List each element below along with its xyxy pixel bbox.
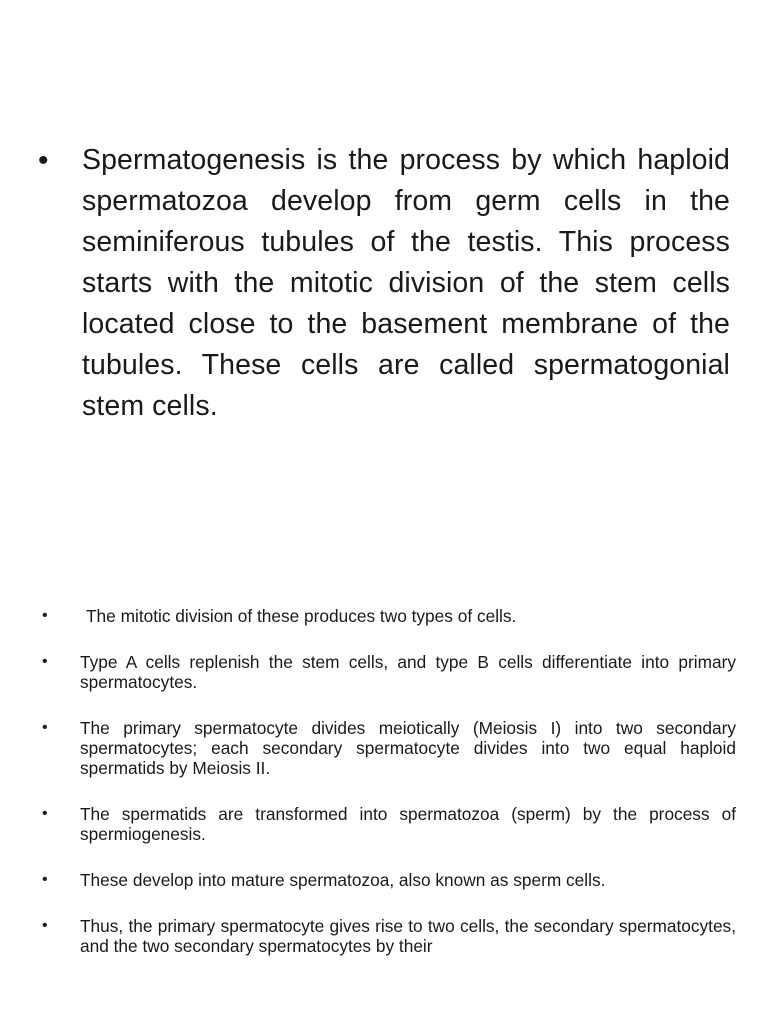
list-item-text: The spermatids are transformed into spermatozoa (sperm) by the process of spermiogenesis.	[80, 804, 736, 844]
list-item	[36, 804, 736, 844]
list-item	[36, 916, 736, 956]
list-item-text: Type A cells replenish the stem cells, and type B cells differentiate into primary spermatocytes.	[80, 652, 736, 692]
list-item	[36, 718, 736, 778]
bullet-dot: •	[42, 871, 48, 888]
list-item-text: These develop into mature spermatozoa, also known as sperm cells.	[80, 870, 606, 890]
list-item-text: The primary spermatocyte divides meiotically (Meiosis I) into two secondary spermatocytes; each secondary spermatocyte divides into two equal haploid spermatids by Meiosis II.	[80, 718, 736, 778]
intro-paragraph: Spermatogenesis is the process by which haploid spermatozoa develop from germ cells in the seminiferous tubules of the testis. This process starts with the mitotic division of the stem cells located close to the basement membrane of the tubules. These cells are called spermatogonial stem cells.	[82, 144, 730, 422]
bullet-dot: •	[42, 805, 48, 822]
bullet-dot: •	[38, 144, 49, 177]
bullet-dot: •	[42, 719, 48, 736]
list-item	[36, 652, 736, 692]
bullet-dot: •	[42, 653, 48, 670]
list-item	[36, 870, 736, 890]
bullet-dot: •	[42, 917, 48, 934]
list-item-text: The mitotic division of these produces two types of cells.	[86, 606, 517, 626]
list-item	[36, 606, 736, 626]
slide-spermatogenesis-steps	[0, 560, 768, 1024]
bullet-dot: •	[42, 607, 48, 624]
steps-list	[36, 606, 736, 982]
intro-bullet	[30, 140, 730, 427]
list-item-text: Thus, the primary spermatocyte gives rise to two cells, the secondary spermatocytes, and the two secondary spermatocytes by their	[80, 916, 736, 956]
